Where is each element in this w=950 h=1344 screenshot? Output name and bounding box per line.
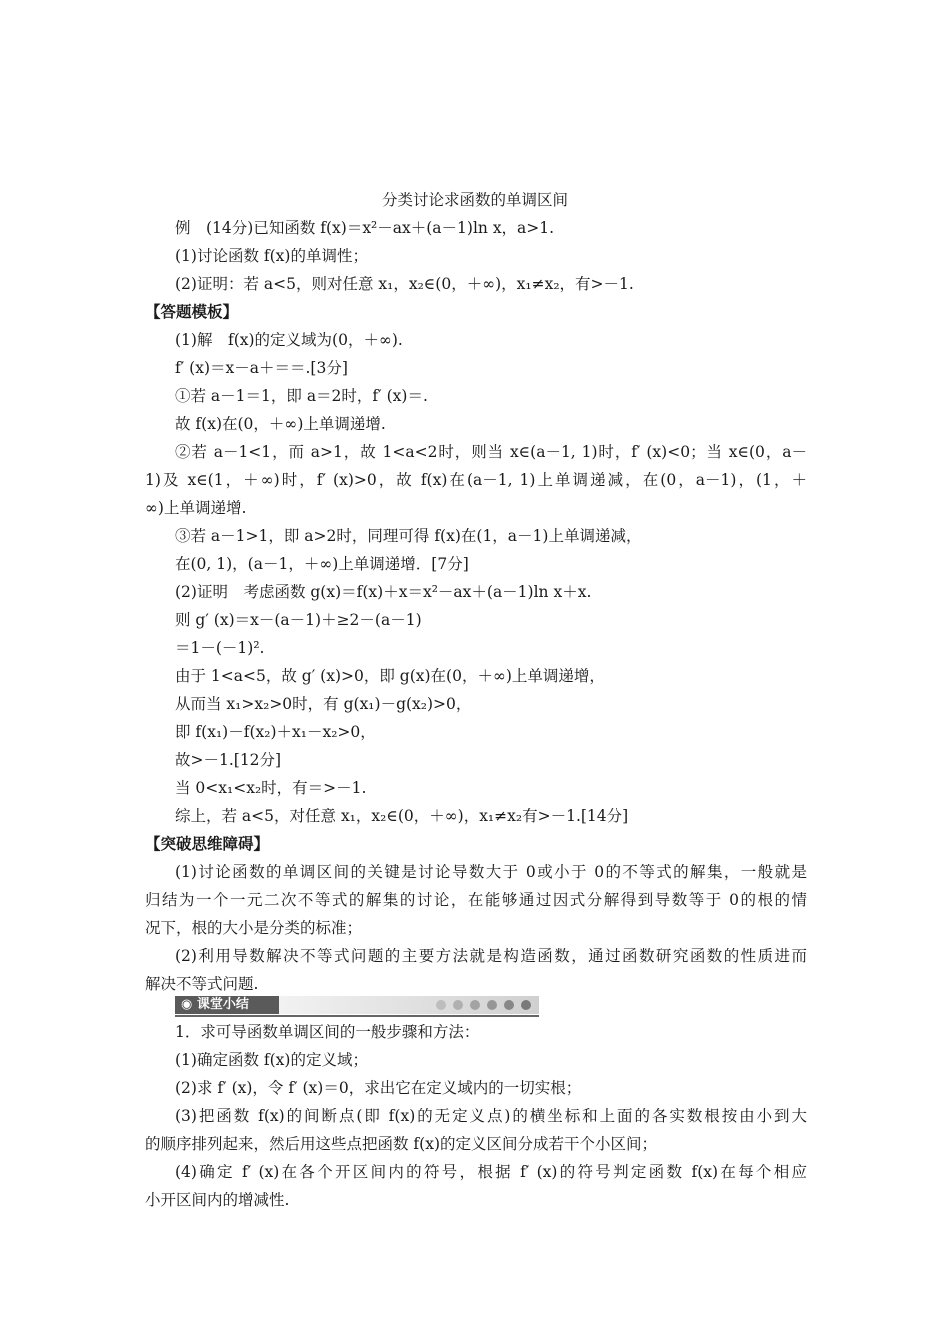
decorative-dots bbox=[436, 1000, 531, 1010]
summary-line: 的顺序排列起来，然后用这些点把函数 f(x)的定义区间分成若干个小区间； bbox=[145, 1135, 658, 1153]
dot-icon bbox=[436, 1000, 446, 1010]
example-statement: 例 (14分)已知函数 f(x)＝x²－ax＋(a－1)ln x，a>1. bbox=[175, 219, 555, 237]
solution-line: ③若 a－1>1，即 a>2时，同理可得 f(x)在(1，a－1)上单调递减， bbox=[175, 527, 642, 545]
solution-line: 则 g′ (x)＝x－(a－1)＋≥2－(a－1) bbox=[175, 611, 422, 629]
summary-line: (2)求 f′ (x)，令 f′ (x)＝0，求出它在定义域内的一切实根； bbox=[175, 1079, 582, 1097]
solution-line: f′ (x)＝x－a＋＝＝.[3分] bbox=[175, 359, 348, 377]
summary-line: 1．求可导函数单调区间的一般步骤和方法： bbox=[175, 1023, 480, 1041]
solution-line: (2)证明 考虑函数 g(x)＝f(x)＋x＝x²－ax＋(a－1)ln x＋x. bbox=[175, 583, 592, 601]
section-underline bbox=[175, 1015, 539, 1017]
summary-line: (3)把函数 f(x)的间断点(即 f(x)的无定义点)的横坐标和上面的各实数根按由小到大 bbox=[175, 1107, 807, 1125]
solution-line: 从而当 x₁>x₂>0时，有 g(x₁)－g(x₂)>0， bbox=[175, 695, 472, 713]
solution-line: ∞)上单调递增. bbox=[145, 499, 247, 517]
dot-icon bbox=[504, 1000, 514, 1010]
solution-line: 故>－1.[12分] bbox=[175, 751, 282, 769]
breakthrough-line: (1)讨论函数的单调区间的关键是讨论导数大于 0或小于 0的不等式的解集，一般就是 bbox=[175, 863, 807, 881]
solution-line: ②若 a－1<1，而 a>1，故 1<a<2时，则当 x∈(a－1, 1)时，f′ (x)<0；当 x∈(0，a－ bbox=[175, 443, 807, 461]
solution-line: 在(0, 1)，(a－1，＋∞)上单调递增．[7分] bbox=[175, 555, 469, 573]
dot-icon bbox=[453, 1000, 463, 1010]
summary-line: (1)确定函数 f(x)的定义域； bbox=[175, 1051, 368, 1069]
breakthrough-heading: 【突破思维障碍】 bbox=[145, 834, 270, 853]
summary-section-bar bbox=[175, 996, 539, 1016]
summary-line: (4)确定 f′ (x)在各个开区间内的符号，根据 f′ (x)的符号判定函数 f(x)在每个相应 bbox=[175, 1163, 807, 1181]
solution-line: ①若 a－1＝1，即 a＝2时，f′ (x)＝. bbox=[175, 387, 428, 405]
solution-line: 由于 1<a<5，故 g′ (x)>0，即 g(x)在(0，＋∞)上单调递增， bbox=[175, 667, 605, 685]
question-2: (2)证明：若 a<5，则对任意 x₁，x₂∈(0，＋∞)，x₁≠x₂，有>－1. bbox=[175, 275, 634, 293]
solution-line: 1)及 x∈(1，＋∞)时，f′ (x)>0，故 f(x)在(a－1, 1)上单调递减，在(0，a－1)，(1，＋ bbox=[145, 471, 807, 489]
template-heading: 【答题模板】 bbox=[145, 302, 239, 321]
dot-icon bbox=[521, 1000, 531, 1010]
summary-line: 小开区间内的增减性. bbox=[145, 1191, 290, 1209]
solution-line: 当 0<x₁<x₂时，有＝>－1. bbox=[175, 779, 367, 797]
breakthrough-line: (2)利用导数解决不等式问题的主要方法就是构造函数，通过函数研究函数的性质进而 bbox=[175, 947, 807, 965]
solution-line: 故 f(x)在(0，＋∞)上单调递增. bbox=[175, 415, 386, 433]
summary-bar-fill bbox=[279, 996, 539, 1014]
breakthrough-line: 况下，根的大小是分类的标准； bbox=[145, 919, 363, 937]
breakthrough-line: 解决不等式问题. bbox=[145, 975, 259, 993]
question-1: (1)讨论函数 f(x)的单调性； bbox=[175, 247, 368, 265]
solution-line: (1)解 f(x)的定义域为(0，＋∞). bbox=[175, 331, 403, 349]
solution-line: ＝1－(－1)². bbox=[175, 639, 265, 657]
dot-icon bbox=[470, 1000, 480, 1010]
solution-line: 综上，若 a<5，对任意 x₁，x₂∈(0，＋∞)，x₁≠x₂有>－1.[14分] bbox=[175, 807, 629, 825]
page-title: 分类讨论求函数的单调区间 bbox=[381, 191, 568, 209]
dot-icon bbox=[487, 1000, 497, 1010]
breakthrough-line: 归结为一个一元二次不等式的解集的讨论，在能够通过因式分解得到导数等于 0的根的情 bbox=[145, 891, 807, 909]
solution-line: 即 f(x₁)－f(x₂)＋x₁－x₂>0， bbox=[175, 723, 376, 741]
summary-section-tag: ◉ 课堂小结 bbox=[175, 996, 279, 1014]
